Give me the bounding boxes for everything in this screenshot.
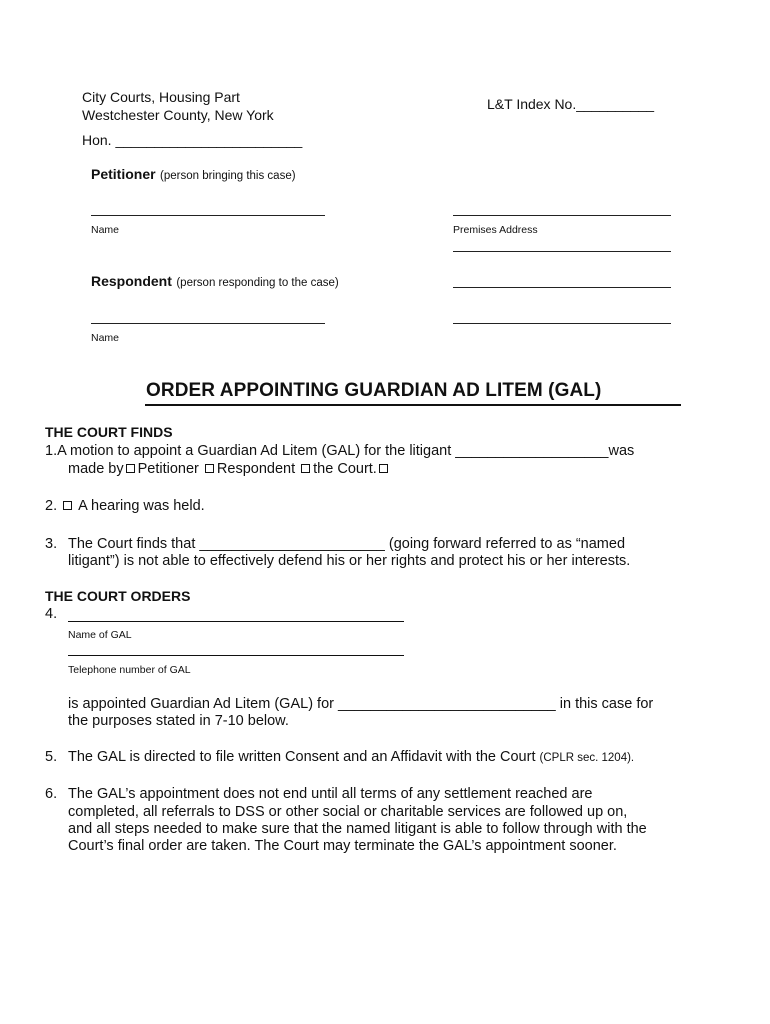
respondent-name-field[interactable] — [91, 323, 325, 324]
hearing-held-checkbox[interactable] — [63, 501, 72, 510]
finding-2-number: 2. — [45, 498, 58, 514]
respondent-label: Respondent — [91, 273, 172, 289]
order-5-number: 5. — [45, 749, 58, 765]
order-5 — [68, 748, 634, 767]
finding-1-line1: 1.A motion to appoint a Guardian Ad Litem (GAL) for the litigant ___________________was — [45, 443, 635, 459]
finding-3-line2: litigant”) is not able to effectively defend his or her rights and protect his or her interests. — [68, 553, 631, 569]
document-title: ORDER APPOINTING GUARDIAN AD LITEM (GAL) — [146, 380, 602, 401]
premises-address-field-1[interactable] — [453, 215, 671, 216]
court-name-line2: Westchester County, New York — [82, 107, 274, 123]
petitioner-heading — [91, 166, 296, 184]
order-5-citation: (CPLR sec. 1204). — [539, 752, 635, 764]
court-orders-heading: THE COURT ORDERS — [45, 588, 191, 604]
petitioner-name-caption: Name — [91, 224, 120, 236]
court-option-label: the Court. — [313, 461, 377, 477]
respondent-desc: (person responding to the case) — [176, 277, 339, 289]
court-finds-heading: THE COURT FINDS — [45, 424, 173, 440]
finding-2-text: A hearing was held. — [78, 498, 205, 514]
order-4-line1: is appointed Guardian Ad Litem (GAL) for ___________________________ in this case for — [68, 696, 654, 712]
order-4-line2: the purposes stated in 7-10 below. — [68, 713, 289, 729]
finding-3-line1: The Court finds that _______________________ (going forward referred to as “named — [68, 536, 626, 552]
gal-name-caption: Name of GAL — [68, 629, 132, 641]
title-underline — [145, 404, 681, 406]
respondent-name-caption: Name — [91, 332, 120, 344]
order-6-line4: Court’s final order are taken. The Court may terminate the GAL’s appointment sooner. — [68, 838, 617, 854]
petitioner-option-label: Petitioner — [137, 461, 199, 477]
order-6-line2: completed, all referrals to DSS or other social or charitable services are followed up on, — [68, 804, 628, 820]
gal-name-field[interactable] — [68, 621, 404, 622]
finding-1-line2 — [68, 460, 391, 478]
respondent-heading — [91, 273, 339, 291]
court-name-line1: City Courts, Housing Part — [82, 89, 240, 105]
index-number-field[interactable]: L&T Index No.__________ — [487, 96, 655, 112]
order-5-text: The GAL is directed to file written Consent and an Affidavit with the Court — [68, 749, 536, 765]
respondent-checkbox[interactable] — [205, 464, 214, 473]
premises-address-caption: Premises Address — [453, 224, 538, 236]
premises-address-field-4[interactable] — [453, 323, 671, 324]
judge-line[interactable]: Hon. ________________________ — [82, 132, 303, 148]
finding-3-number: 3. — [45, 536, 58, 552]
order-6-number: 6. — [45, 786, 58, 802]
petitioner-desc: (person bringing this case) — [160, 170, 296, 182]
gal-phone-field[interactable] — [68, 655, 404, 656]
order-6-line3: and all steps needed to make sure that the named litigant is able to follow through with the — [68, 821, 647, 837]
premises-address-field-2[interactable] — [453, 251, 671, 252]
court-checkbox[interactable] — [301, 464, 310, 473]
petitioner-label: Petitioner — [91, 166, 156, 182]
gal-phone-caption: Telephone number of GAL — [68, 664, 191, 676]
premises-address-field-3[interactable] — [453, 287, 671, 288]
order-6-line1: The GAL’s appointment does not end until all terms of any settlement reached are — [68, 786, 593, 802]
petitioner-name-field[interactable] — [91, 215, 325, 216]
respondent-option-label: Respondent — [216, 461, 296, 477]
finding-2 — [45, 497, 205, 515]
court-trailing-checkbox[interactable] — [379, 464, 388, 473]
petitioner-checkbox[interactable] — [126, 464, 135, 473]
order-4-number: 4. — [45, 606, 58, 622]
made-by-text: made by — [68, 461, 124, 477]
